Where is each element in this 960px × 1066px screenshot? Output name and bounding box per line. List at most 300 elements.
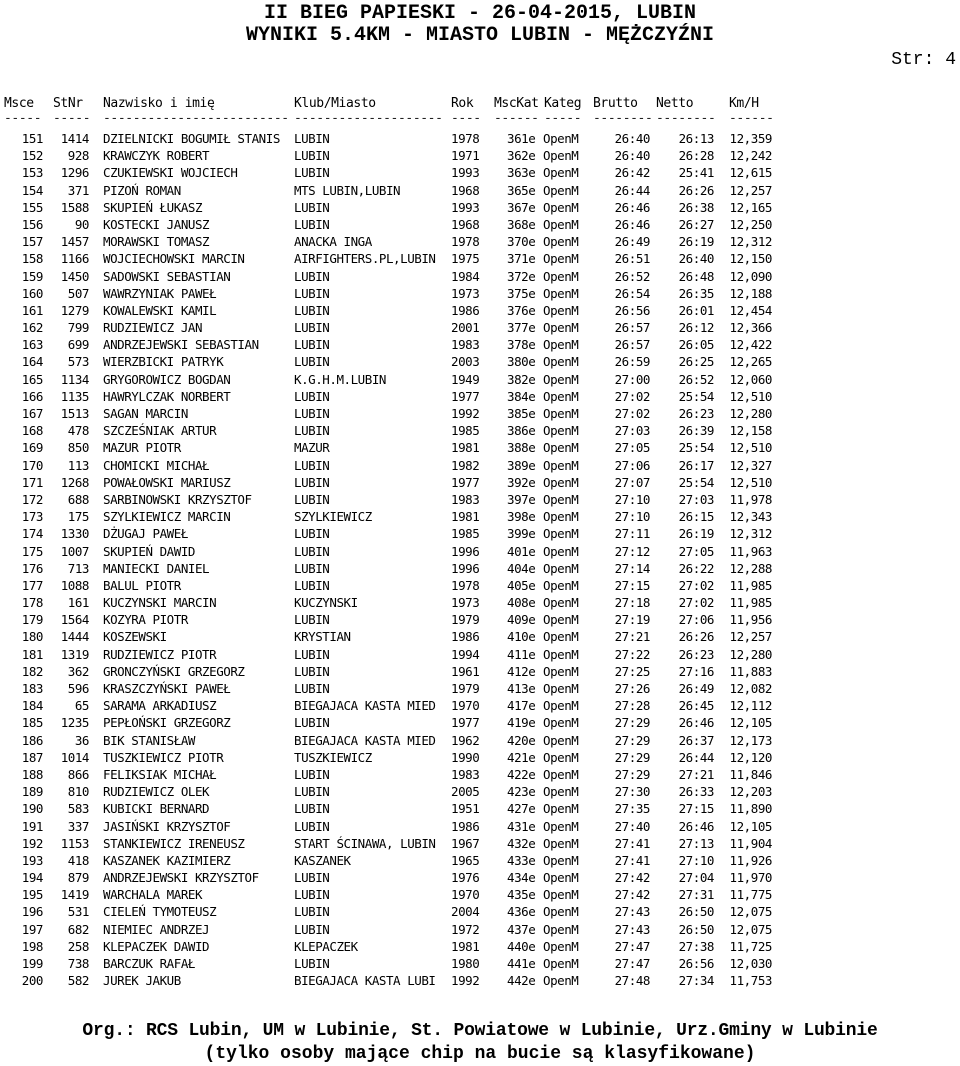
place-cell: 176 <box>21 560 43 576</box>
brutto-cell: 27:26 <box>614 681 650 696</box>
table-row <box>0 302 960 319</box>
name-cell: MANIECKI DANIEL <box>103 560 210 576</box>
name-cell: WOJCIECHOWSKI MARCIN <box>103 251 245 267</box>
table-row <box>0 233 960 250</box>
year-cell: 2004 <box>451 904 480 920</box>
table-row <box>0 663 960 680</box>
brutto-cell: 27:02 <box>614 406 650 421</box>
brutto-cell: 27:07 <box>614 474 650 490</box>
place-cell: 194 <box>21 870 43 886</box>
brutto-cell: 26:49 <box>614 234 650 250</box>
year-cell: 1983 <box>451 766 480 782</box>
year-cell: 1977 <box>451 388 480 404</box>
kmh-cell: 12,075 <box>729 921 772 937</box>
kmh-cell: 12,188 <box>729 285 772 301</box>
brutto-cell: 26:40 <box>614 131 650 146</box>
brutto-cell: 26:52 <box>614 268 650 284</box>
bib-cell: 1235 <box>60 715 89 731</box>
bib-cell: 1457 <box>60 234 89 250</box>
catplace-cell: 404e <box>507 560 536 576</box>
place-cell: 183 <box>21 681 43 696</box>
brutto-cell: 26:59 <box>614 354 650 370</box>
place-cell: 197 <box>21 921 43 937</box>
table-row <box>0 439 960 456</box>
table-row <box>0 749 960 766</box>
category-cell: OpenM <box>543 457 579 473</box>
name-cell: KASZANEK KAZIMIERZ <box>103 852 231 868</box>
brutto-cell: 27:41 <box>614 852 650 868</box>
club-cell: KRYSTIAN <box>294 629 351 645</box>
year-cell: 1986 <box>451 818 480 834</box>
table-row <box>0 594 960 611</box>
table-row <box>0 371 960 388</box>
catplace-cell: 370e <box>507 234 536 250</box>
table-row <box>0 285 960 302</box>
netto-cell: 26:38 <box>678 199 714 215</box>
place-cell: 174 <box>21 526 43 542</box>
category-cell: OpenM <box>543 835 579 851</box>
category-cell: OpenM <box>543 973 579 989</box>
header-club: Klub/Miasto <box>294 96 376 111</box>
bib-cell: 1153 <box>60 835 89 851</box>
place-cell: 156 <box>21 216 43 232</box>
kmh-cell: 12,280 <box>729 406 772 421</box>
kmh-cell: 12,075 <box>729 904 772 920</box>
brutto-cell: 26:56 <box>614 302 650 318</box>
catplace-cell: 412e <box>507 663 536 679</box>
place-cell: 189 <box>21 784 43 800</box>
catplace-cell: 421e <box>507 749 536 765</box>
place-cell: 165 <box>21 371 43 387</box>
bib-cell: 583 <box>67 801 89 817</box>
club-cell: AIRFIGHTERS.PL,LUBIN <box>294 251 436 267</box>
catplace-cell: 410e <box>507 629 536 645</box>
bib-cell: 371 <box>67 182 89 198</box>
club-cell: TUSZKIEWICZ <box>294 749 372 765</box>
name-cell: WARCHALA MAREK <box>103 887 203 903</box>
place-cell: 171 <box>21 474 43 490</box>
netto-cell: 26:44 <box>678 749 714 765</box>
brutto-cell: 27:12 <box>614 543 650 559</box>
club-cell: LUBIN <box>294 457 330 473</box>
kmh-cell: 12,250 <box>729 216 772 232</box>
bib-cell: 1014 <box>60 749 89 765</box>
organizers-footer: Org.: RCS Lubin, UM w Lubinie, St. Powiatowe w Lubinie, Urz.Gminy w Lubinie <box>82 1021 878 1041</box>
catplace-cell: 371e <box>507 251 536 267</box>
place-cell: 175 <box>21 543 43 559</box>
catplace-cell: 398e <box>507 509 536 525</box>
brutto-cell: 27:29 <box>614 766 650 782</box>
year-cell: 1967 <box>451 835 480 851</box>
name-cell: BARCZUK RAFAŁ <box>103 956 195 971</box>
bib-cell: 1319 <box>60 646 89 662</box>
table-row <box>0 268 960 285</box>
brutto-cell: 27:41 <box>614 835 650 851</box>
name-cell: KUCZYNSKI MARCIN <box>103 595 217 611</box>
year-cell: 1975 <box>451 251 480 267</box>
brutto-cell: 27:18 <box>614 595 650 611</box>
kmh-cell: 11,978 <box>729 491 772 507</box>
category-cell: OpenM <box>543 870 579 886</box>
year-cell: 1978 <box>451 234 480 250</box>
name-cell: SKUPIEŃ DAWID <box>103 543 195 559</box>
table-row <box>0 216 960 233</box>
name-cell: NIEMIEC ANDRZEJ <box>103 921 210 937</box>
bib-cell: 418 <box>67 852 89 868</box>
kmh-cell: 12,158 <box>729 423 772 439</box>
table-row <box>0 422 960 439</box>
category-cell: OpenM <box>543 543 579 559</box>
place-cell: 195 <box>21 887 43 903</box>
netto-cell: 26:12 <box>678 320 714 336</box>
table-row <box>0 697 960 714</box>
table-row <box>0 491 960 508</box>
kmh-cell: 12,120 <box>729 749 772 765</box>
place-cell: 190 <box>21 801 43 817</box>
catplace-cell: 384e <box>507 388 536 404</box>
bib-cell: 1135 <box>60 388 89 404</box>
netto-cell: 27:10 <box>678 852 714 868</box>
place-cell: 161 <box>21 302 43 318</box>
bib-cell: 161 <box>67 595 89 611</box>
name-cell: CZUKIEWSKI WOJCIECH <box>103 165 238 181</box>
table-row <box>0 800 960 817</box>
kmh-cell: 11,846 <box>729 766 772 782</box>
table-row <box>0 714 960 731</box>
year-cell: 1983 <box>451 491 480 507</box>
netto-cell: 26:50 <box>678 904 714 920</box>
catplace-cell: 417e <box>507 698 536 714</box>
header-msce: Msce <box>4 96 34 111</box>
kmh-cell: 11,753 <box>729 973 772 989</box>
name-cell: BALUL PIOTR <box>103 577 181 593</box>
year-cell: 1981 <box>451 509 480 525</box>
year-cell: 1982 <box>451 457 480 473</box>
name-cell: POWAŁOWSKI MARIUSZ <box>103 474 231 490</box>
netto-cell: 26:25 <box>678 354 714 370</box>
netto-cell: 26:52 <box>678 371 714 387</box>
category-cell: OpenM <box>543 784 579 800</box>
kmh-cell: 11,985 <box>729 595 772 611</box>
kmh-cell: 11,926 <box>729 852 772 868</box>
category-cell: OpenM <box>543 577 579 593</box>
club-cell: LUBIN <box>294 526 330 542</box>
table-row <box>0 869 960 886</box>
kmh-cell: 12,343 <box>729 509 772 525</box>
results-subtitle: WYNIKI 5.4KM - MIASTO LUBIN - MĘŻCZYŹNI <box>245 24 715 47</box>
kmh-cell: 12,510 <box>729 440 772 456</box>
category-cell: OpenM <box>543 509 579 525</box>
netto-cell: 27:02 <box>678 577 714 593</box>
place-cell: 187 <box>21 749 43 765</box>
year-cell: 1949 <box>451 371 480 387</box>
table-row <box>0 250 960 267</box>
year-cell: 1951 <box>451 801 480 817</box>
brutto-cell: 27:43 <box>614 904 650 920</box>
kmh-cell: 12,510 <box>729 388 772 404</box>
club-cell: LUBIN <box>294 131 330 146</box>
place-cell: 162 <box>21 320 43 336</box>
year-cell: 1971 <box>451 148 480 164</box>
year-cell: 1986 <box>451 629 480 645</box>
table-row <box>0 783 960 800</box>
netto-cell: 26:49 <box>678 681 714 696</box>
kmh-cell: 11,890 <box>729 801 772 817</box>
catplace-cell: 367e <box>507 199 536 215</box>
catplace-cell: 411e <box>507 646 536 662</box>
bib-cell: 1444 <box>60 629 89 645</box>
category-cell: OpenM <box>543 938 579 954</box>
catplace-cell: 434e <box>507 870 536 886</box>
netto-cell: 27:21 <box>678 766 714 782</box>
category-cell: OpenM <box>543 801 579 817</box>
year-cell: 1973 <box>451 595 480 611</box>
place-cell: 184 <box>21 698 43 714</box>
netto-cell: 26:48 <box>678 268 714 284</box>
catplace-cell: 372e <box>507 268 536 284</box>
brutto-cell: 27:11 <box>614 526 650 542</box>
category-cell: OpenM <box>543 440 579 456</box>
table-row <box>0 852 960 869</box>
netto-cell: 27:04 <box>678 870 714 886</box>
club-cell: LUBIN <box>294 681 330 696</box>
year-cell: 1986 <box>451 302 480 318</box>
name-cell: SARBINOWSKI KRZYSZTOF <box>103 491 252 507</box>
place-cell: 193 <box>21 852 43 868</box>
name-cell: ANDRZEJEWSKI KRZYSZTOF <box>103 870 259 886</box>
kmh-cell: 12,173 <box>729 732 772 748</box>
catplace-cell: 401e <box>507 543 536 559</box>
bib-cell: 799 <box>67 320 89 336</box>
table-row <box>0 474 960 491</box>
category-cell: OpenM <box>543 663 579 679</box>
name-cell: KRAWCZYK ROBERT <box>103 148 210 164</box>
category-cell: OpenM <box>543 852 579 868</box>
catplace-cell: 399e <box>507 526 536 542</box>
table-row <box>0 405 960 422</box>
category-cell: OpenM <box>543 199 579 215</box>
category-cell: OpenM <box>543 354 579 370</box>
dash-name: ------------------------- <box>103 111 289 126</box>
club-cell: LUBIN <box>294 165 330 181</box>
brutto-cell: 26:44 <box>614 182 650 198</box>
dash-netto: -------- <box>656 111 716 126</box>
name-cell: KLEPACZEK DAWID <box>103 938 210 954</box>
table-row <box>0 353 960 370</box>
place-cell: 164 <box>21 354 43 370</box>
year-cell: 1996 <box>451 543 480 559</box>
year-cell: 1993 <box>451 199 480 215</box>
name-cell: PEPŁOŃSKI GRZEGORZ <box>103 715 231 731</box>
brutto-cell: 27:28 <box>614 698 650 714</box>
club-cell: KUCZYNSKI <box>294 595 358 611</box>
kmh-cell: 12,082 <box>729 681 772 696</box>
category-cell: OpenM <box>543 234 579 250</box>
kmh-cell: 12,203 <box>729 784 772 800</box>
brutto-cell: 27:02 <box>614 388 650 404</box>
kmh-cell: 12,165 <box>729 199 772 215</box>
name-cell: KOWALEWSKI KAMIL <box>103 302 217 318</box>
brutto-cell: 26:54 <box>614 285 650 301</box>
name-cell: BIK STANISŁAW <box>103 732 195 748</box>
catplace-cell: 377e <box>507 320 536 336</box>
netto-cell: 26:23 <box>678 406 714 421</box>
place-cell: 179 <box>21 612 43 628</box>
category-cell: OpenM <box>543 251 579 267</box>
table-row <box>0 130 960 147</box>
name-cell: KOSZEWSKI <box>103 629 167 645</box>
year-cell: 1990 <box>451 749 480 765</box>
kmh-cell: 12,150 <box>729 251 772 267</box>
name-cell: RUDZIEWICZ JAN <box>103 320 203 336</box>
club-cell: LUBIN <box>294 285 330 301</box>
catplace-cell: 389e <box>507 457 536 473</box>
name-cell: PIZOŃ ROMAN <box>103 182 181 198</box>
table-row <box>0 732 960 749</box>
year-cell: 1993 <box>451 165 480 181</box>
brutto-cell: 27:42 <box>614 870 650 886</box>
kmh-cell: 11,956 <box>729 612 772 628</box>
name-cell: KOZYRA PIOTR <box>103 612 188 628</box>
catplace-cell: 397e <box>507 491 536 507</box>
kmh-cell: 12,257 <box>729 182 772 198</box>
brutto-cell: 27:35 <box>614 801 650 817</box>
name-cell: WAWRZYNIAK PAWEŁ <box>103 285 217 301</box>
category-cell: OpenM <box>543 560 579 576</box>
category-cell: OpenM <box>543 371 579 387</box>
club-cell: LUBIN <box>294 766 330 782</box>
brutto-cell: 27:14 <box>614 560 650 576</box>
category-cell: OpenM <box>543 715 579 731</box>
table-row <box>0 766 960 783</box>
category-cell: OpenM <box>543 595 579 611</box>
club-cell: LUBIN <box>294 887 330 903</box>
catplace-cell: 365e <box>507 182 536 198</box>
table-row <box>0 903 960 920</box>
category-cell: OpenM <box>543 749 579 765</box>
club-cell: MTS LUBIN,LUBIN <box>294 182 401 198</box>
netto-cell: 26:46 <box>678 818 714 834</box>
year-cell: 1984 <box>451 268 480 284</box>
kmh-cell: 11,775 <box>729 887 772 903</box>
table-row <box>0 611 960 628</box>
catplace-cell: 413e <box>507 681 536 696</box>
bib-cell: 1414 <box>60 131 89 146</box>
category-cell: OpenM <box>543 216 579 232</box>
catplace-cell: 419e <box>507 715 536 731</box>
header-mscat: MscKat <box>494 96 539 111</box>
place-cell: 151 <box>21 131 43 146</box>
catplace-cell: 376e <box>507 302 536 318</box>
place-cell: 200 <box>21 973 43 989</box>
brutto-cell: 27:25 <box>614 663 650 679</box>
page-number: Str: 4 <box>891 50 956 70</box>
club-cell: LUBIN <box>294 337 330 353</box>
club-cell: LUBIN <box>294 870 330 886</box>
club-cell: LUBIN <box>294 612 330 628</box>
place-cell: 167 <box>21 406 43 421</box>
bib-cell: 738 <box>67 956 89 971</box>
netto-cell: 27:16 <box>678 663 714 679</box>
catplace-cell: 363e <box>507 165 536 181</box>
catplace-cell: 435e <box>507 887 536 903</box>
table-row <box>0 543 960 560</box>
year-cell: 1968 <box>451 216 480 232</box>
year-cell: 1977 <box>451 474 480 490</box>
club-cell: LUBIN <box>294 199 330 215</box>
name-cell: KRASZCZYŃSKI PAWEŁ <box>103 681 231 696</box>
name-cell: GRONCZYŃSKI GRZEGORZ <box>103 663 245 679</box>
category-cell: OpenM <box>543 165 579 181</box>
catplace-cell: 382e <box>507 371 536 387</box>
table-row <box>0 955 960 972</box>
table-row <box>0 199 960 216</box>
catplace-cell: 378e <box>507 337 536 353</box>
club-cell: BIEGAJACA KASTA MIED <box>294 698 436 714</box>
bib-cell: 713 <box>67 560 89 576</box>
club-cell: LUBIN <box>294 302 330 318</box>
netto-cell: 25:54 <box>678 388 714 404</box>
brutto-cell: 27:00 <box>614 371 650 387</box>
place-cell: 153 <box>21 165 43 181</box>
dash-club: -------------------- <box>294 111 443 126</box>
year-cell: 1970 <box>451 698 480 714</box>
bib-cell: 1450 <box>60 268 89 284</box>
year-cell: 1972 <box>451 921 480 937</box>
year-cell: 1979 <box>451 681 480 696</box>
category-cell: OpenM <box>543 921 579 937</box>
netto-cell: 26:22 <box>678 560 714 576</box>
header-stnr: StNr <box>53 96 83 111</box>
name-cell: HAWRYLCZAK NORBERT <box>103 388 231 404</box>
place-cell: 166 <box>21 388 43 404</box>
brutto-cell: 27:22 <box>614 646 650 662</box>
table-row <box>0 525 960 542</box>
bib-cell: 113 <box>67 457 89 473</box>
catplace-cell: 362e <box>507 148 536 164</box>
place-cell: 192 <box>21 835 43 851</box>
name-cell: SZCZEŚNIAK ARTUR <box>103 423 217 439</box>
catplace-cell: 436e <box>507 904 536 920</box>
catplace-cell: 433e <box>507 852 536 868</box>
netto-cell: 26:26 <box>678 629 714 645</box>
name-cell: STANKIEWICZ IRENEUSZ <box>103 835 245 851</box>
club-cell: SZYLKIEWICZ <box>294 509 372 525</box>
brutto-cell: 27:15 <box>614 577 650 593</box>
year-cell: 1985 <box>451 526 480 542</box>
club-cell: LUBIN <box>294 784 330 800</box>
table-row <box>0 938 960 955</box>
category-cell: OpenM <box>543 148 579 164</box>
place-cell: 170 <box>21 457 43 473</box>
catplace-cell: 441e <box>507 956 536 971</box>
bib-cell: 175 <box>67 509 89 525</box>
place-cell: 158 <box>21 251 43 267</box>
club-cell: LUBIN <box>294 577 330 593</box>
club-cell: LUBIN <box>294 543 330 559</box>
kmh-cell: 12,422 <box>729 337 772 353</box>
place-cell: 177 <box>21 577 43 593</box>
club-cell: START ŚCINAWA, LUBIN <box>294 835 436 851</box>
place-cell: 155 <box>21 199 43 215</box>
table-row <box>0 319 960 336</box>
kmh-cell: 12,312 <box>729 526 772 542</box>
header-netto: Netto <box>656 96 694 111</box>
category-cell: OpenM <box>543 268 579 284</box>
table-row <box>0 457 960 474</box>
name-cell: RUDZIEWICZ PIOTR <box>103 646 217 662</box>
kmh-cell: 12,105 <box>729 818 772 834</box>
